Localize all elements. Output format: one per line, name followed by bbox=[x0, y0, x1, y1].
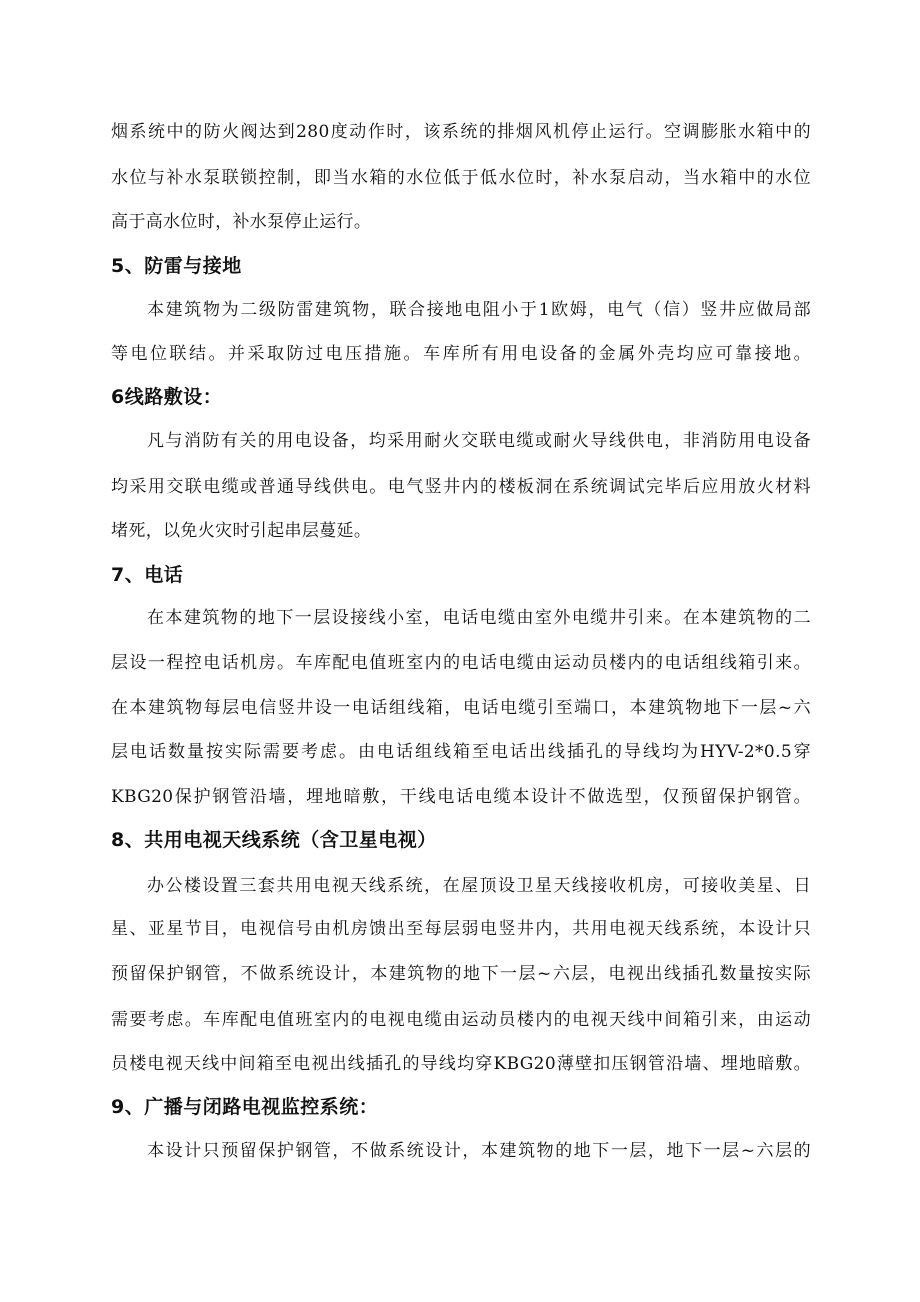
paragraph-line: 层设一程控电话机房。车库配电值班室内的电话电缆由运动员楼内的电话组线箱引来。 bbox=[111, 653, 811, 673]
paragraph-line: 星、亚星节目，电视信号由机房馈出至每层弱电竖井内，共用电视天线系统，本设计只 bbox=[111, 919, 811, 939]
section-heading-broadcast-cctv: 9、广播与闭路电视监控系统： bbox=[111, 1096, 379, 1118]
section-heading-wiring: 6线路敷设： bbox=[111, 386, 223, 408]
paragraph-line: 水位与补水泵联锁控制，即当水箱的水位低于低水位时，补水泵启动，当水箱中的水位 bbox=[111, 168, 811, 188]
paragraph-line: 在本建筑物的地下一层设接线小室，电话电缆由室外电缆井引来。在本建筑物的二 bbox=[147, 608, 811, 628]
paragraph-line: KBG20保护钢管沿墙，埋地暗敷，干线电话电缆本设计不做选型，仅预留保护钢管。 bbox=[111, 787, 811, 807]
paragraph-line: 堵死，以免火灾时引起串层蔓延。 bbox=[111, 521, 372, 541]
section-heading-lightning: 5、防雷与接地 bbox=[111, 255, 242, 277]
section-heading-tv-antenna: 8、共用电视天线系统（含卫星电视） bbox=[111, 829, 437, 851]
section-heading-telephone: 7、电话 bbox=[111, 564, 184, 586]
paragraph-line: 本设计只预留保护钢管，不做系统设计，本建筑物的地下一层，地下一层~六层的 bbox=[147, 1141, 811, 1161]
paragraph-line: 凡与消防有关的用电设备，均采用耐火交联电缆或耐火导线供电，非消防用电设备 bbox=[147, 431, 811, 451]
paragraph-line: 均采用交联电缆或普通导线供电。电气竖井内的楼板洞在系统调试完毕后应用放火材料 bbox=[111, 477, 811, 497]
paragraph-line: 高于高水位时，补水泵停止运行。 bbox=[111, 212, 372, 232]
paragraph-line: 在本建筑物每层电信竖井设一电话组线箱，电话电缆引至端口，本建筑物地下一层~六 bbox=[111, 698, 811, 718]
paragraph-line: 等电位联结。并采取防过电压措施。车库所有用电设备的金属外壳均应可靠接地。 bbox=[111, 344, 811, 364]
paragraph-line: 本建筑物为二级防雷建筑物，联合接地电阻小于1欧姆，电气（信）竖井应做局部 bbox=[147, 300, 811, 320]
paragraph-line: 预留保护钢管，不做系统设计，本建筑物的地下一层~六层，电视出线插孔数量按实际 bbox=[111, 964, 811, 984]
paragraph-line: 烟系统中的防火阀达到280度动作时，该系统的排烟风机停止运行。空调膨胀水箱中的 bbox=[111, 122, 811, 142]
paragraph-line: 员楼电视天线中间箱至电视出线插孔的导线均穿KBG20薄壁扣压钢管沿墙、埋地暗敷。 bbox=[111, 1054, 811, 1074]
paragraph-line: 办公楼设置三套共用电视天线系统，在屋顶设卫星天线接收机房，可接收美星、日 bbox=[147, 876, 811, 896]
paragraph-line: 层电话数量按实际需要考虑。由电话组线箱至电话出线插孔的导线均为HYV-2*0.5穿 bbox=[111, 742, 811, 762]
paragraph-line: 需要考虑。车库配电值班室内的电视电缆由运动员楼内的电视天线中间箱引来，由运动 bbox=[111, 1010, 811, 1030]
